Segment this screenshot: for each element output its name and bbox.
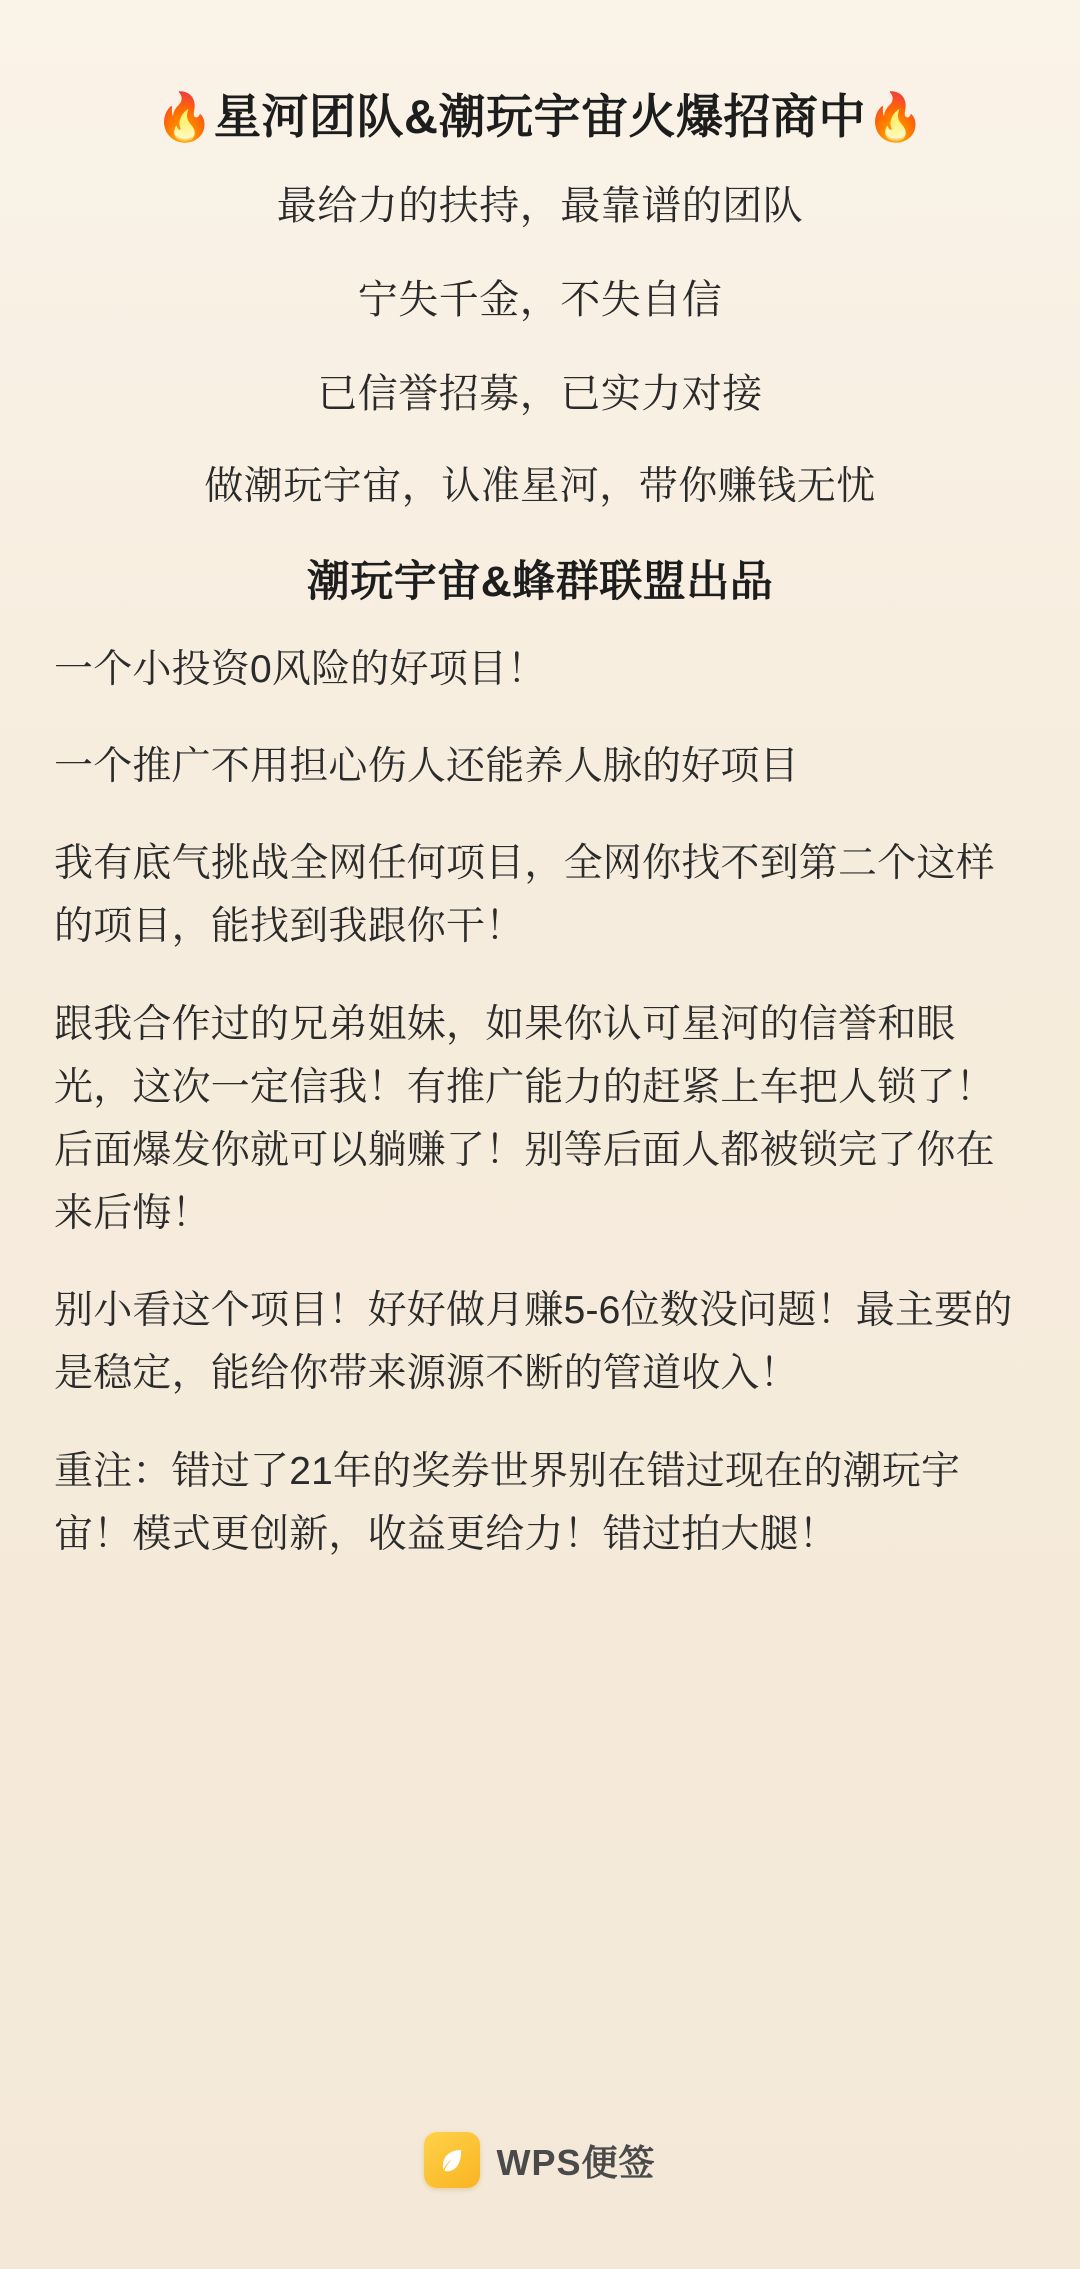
note-content bbox=[54, 60, 1026, 2085]
page-title: 🔥星河团队&潮玩宇宙火爆招商中🔥 bbox=[155, 90, 925, 143]
tagline-1: 最给力的扶持，最靠谱的团队 bbox=[276, 184, 804, 229]
paragraph-3: 我有底气挑战全网任何项目，全网你找不到第二个这样的项目，能找到我跟你干！ bbox=[54, 842, 995, 949]
tagline-2: 宁失千金，不失自信 bbox=[357, 278, 723, 323]
paragraph-5: 别小看这个项目！好好做月赚5-6位数没问题！最主要的是稳定，能给你带来源源不断的管道收入！ bbox=[54, 1289, 1013, 1396]
page-subtitle: 潮玩宇宙&蜂群联盟出品 bbox=[306, 557, 774, 606]
leaf-icon bbox=[424, 2132, 480, 2188]
tagline-3: 已信誉招募，已实力对接 bbox=[317, 372, 763, 417]
tagline-4: 做潮玩宇宙，认准星河，带你赚钱无忧 bbox=[204, 465, 876, 509]
paragraph-4: 跟我合作过的兄弟姐妹，如果你认可星河的信誉和眼光，这次一定信我！有推广能力的赶紧上车把人锁了！后面爆发你就可以躺赚了！别等后面人都被锁完了你在来后悔！ bbox=[54, 1002, 995, 1236]
paragraph-2: 一个推广不用担心伤人还能养人脉的好项目 bbox=[54, 745, 799, 788]
paragraph-1: 一个小投资0风险的好项目！ bbox=[54, 647, 547, 691]
app-name-label: WPS便签 bbox=[496, 2141, 656, 2183]
app-watermark bbox=[54, 2085, 1026, 2269]
paragraph-6: 重注：错过了21年的奖券世界别在错过现在的潮玩宇宙！模式更创新，收益更给力！错过拍大腿！ bbox=[54, 1449, 961, 1556]
